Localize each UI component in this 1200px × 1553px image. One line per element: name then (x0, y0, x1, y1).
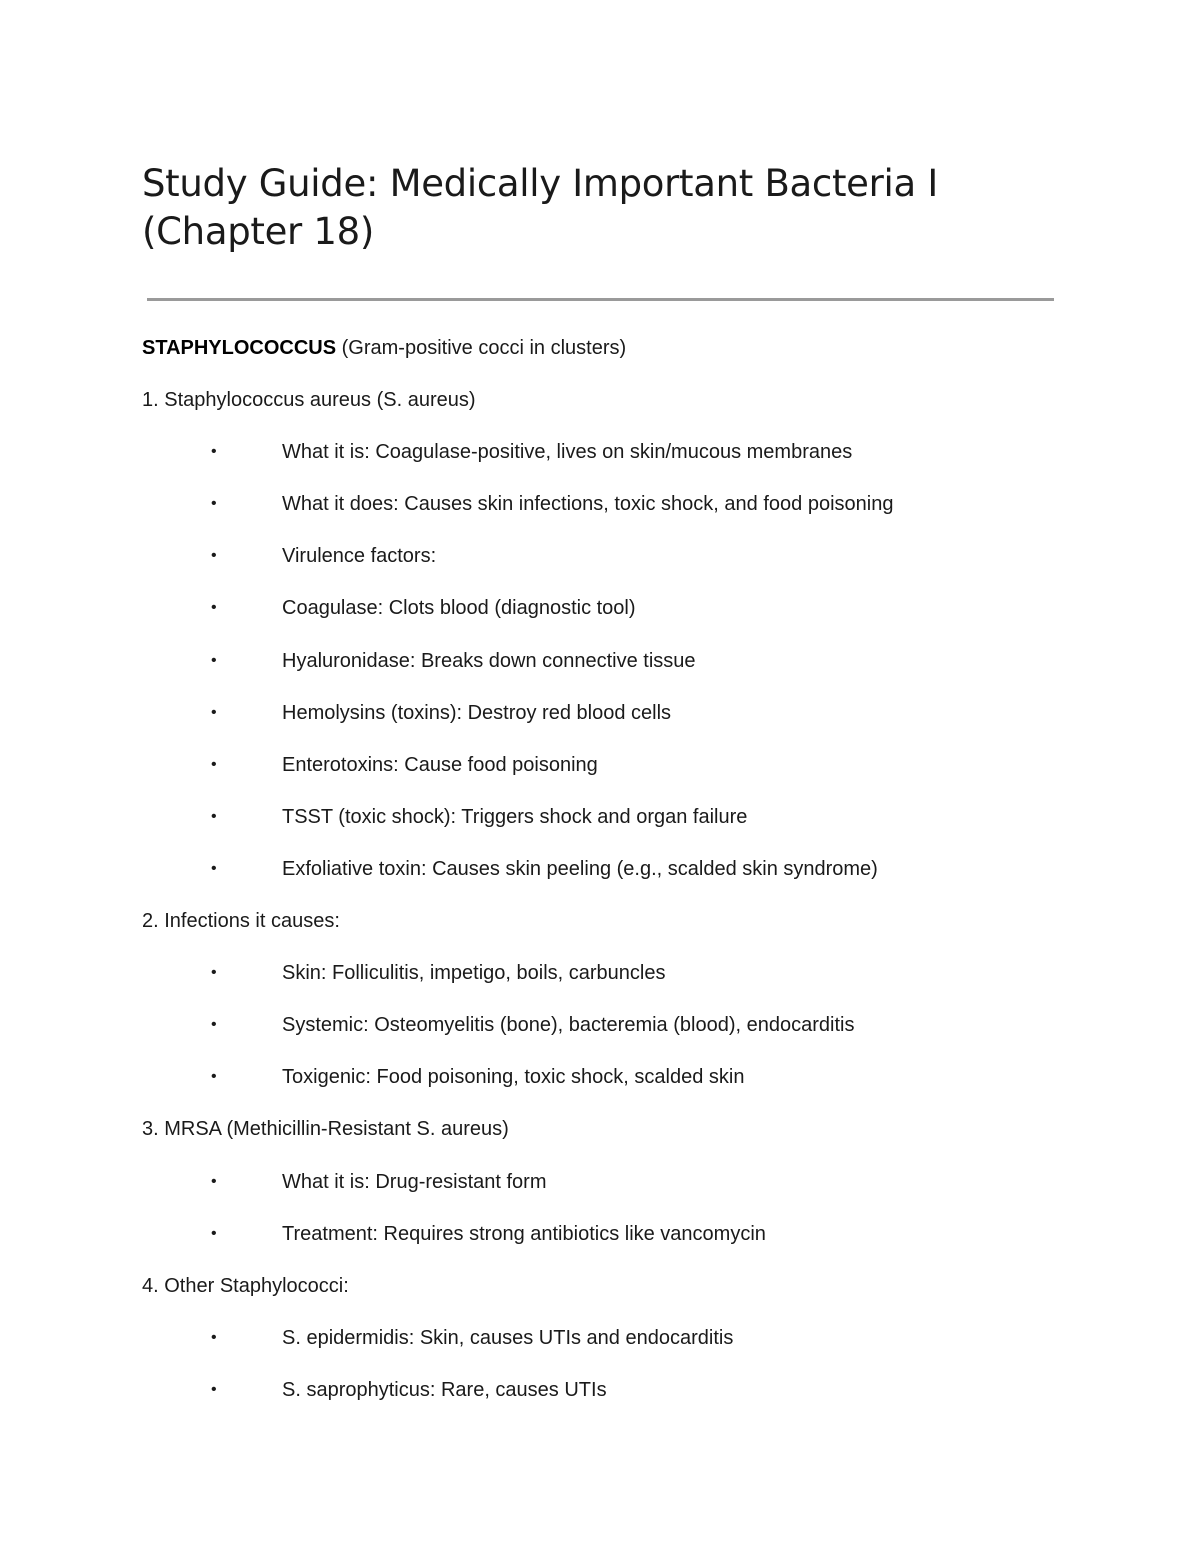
bullet-icon: • (211, 547, 217, 565)
section-heading (142, 335, 1092, 387)
bullet-text: Hemolysins (toxins): Destroy red blood cells (282, 701, 672, 724)
bullet-item (142, 648, 1092, 700)
bullet-icon: • (211, 1016, 217, 1034)
bullet-item (142, 804, 1092, 856)
bullet-text: Enterotoxins: Cause food poisoning (282, 753, 598, 776)
page-title: Study Guide: Medically Important Bacteria I (Chapter 18) (142, 162, 938, 253)
bullet-text: Skin: Folliculitis, impetigo, boils, carbuncles (282, 962, 666, 985)
bullet-icon: • (211, 1172, 217, 1190)
numbered-heading (142, 1273, 1092, 1325)
bullet-item (142, 1169, 1092, 1221)
bullet-text: TSST (toxic shock): Triggers shock and organ failure (282, 805, 748, 828)
bullet-item (142, 543, 1092, 595)
bullet-icon: • (211, 599, 217, 617)
bullet-text: Treatment: Requires strong antibiotics like vancomycin (282, 1222, 766, 1245)
bullet-icon: • (211, 1328, 217, 1346)
numbered-heading-text: 4. Other Staphylococci: (142, 1274, 349, 1297)
bullet-text: Toxigenic: Food poisoning, toxic shock, scalded skin (282, 1066, 745, 1089)
bullet-icon: • (211, 807, 217, 825)
numbered-heading (142, 387, 1092, 439)
bullet-icon: • (211, 1068, 217, 1086)
bullet-item (142, 960, 1092, 1012)
document-body (142, 335, 1092, 1429)
bullet-icon: • (211, 964, 217, 982)
horizontal-divider (147, 298, 1054, 301)
numbered-heading (142, 1116, 1092, 1168)
bullet-text: Exfoliative toxin: Causes skin peeling (e.g., scalded skin syndrome) (282, 857, 878, 880)
bullet-item (142, 595, 1092, 647)
bullet-item (142, 1377, 1092, 1429)
bullet-text: Coagulase: Clots blood (diagnostic tool) (282, 597, 636, 620)
section-heading-note: (Gram-positive cocci in clusters) (336, 337, 627, 359)
content-list (142, 387, 1092, 1429)
bullet-text: What it is: Coagulase-positive, lives on skin/mucous membranes (282, 441, 853, 464)
bullet-item (142, 1012, 1092, 1064)
bullet-item (142, 439, 1092, 491)
bullet-icon: • (211, 1380, 217, 1398)
bullet-item (142, 752, 1092, 804)
bullet-item (142, 856, 1092, 908)
bullet-icon: • (211, 651, 217, 669)
bullet-item (142, 491, 1092, 543)
bullet-icon: • (211, 443, 217, 461)
bullet-text: What it does: Causes skin infections, toxic shock, and food poisoning (282, 493, 894, 516)
numbered-heading-text: 3. MRSA (Methicillin-Resistant S. aureus) (142, 1118, 509, 1141)
bullet-text: Hyaluronidase: Breaks down connective tissue (282, 649, 696, 672)
bullet-item (142, 700, 1092, 752)
bullet-icon: • (211, 703, 217, 721)
bullet-icon: • (211, 755, 217, 773)
bullet-text: Systemic: Osteomyelitis (bone), bacteremia (blood), endocarditis (282, 1014, 855, 1037)
bullet-text: S. saprophyticus: Rare, causes UTIs (282, 1378, 607, 1401)
bullet-item (142, 1064, 1092, 1116)
bullet-item (142, 1221, 1092, 1273)
bullet-text: What it is: Drug-resistant form (282, 1170, 547, 1193)
bullet-icon: • (211, 859, 217, 877)
numbered-heading-text: 2. Infections it causes: (142, 910, 340, 933)
bullet-icon: • (211, 1224, 217, 1242)
bullet-icon: • (211, 495, 217, 513)
bullet-text: Virulence factors: (282, 545, 437, 568)
section-heading-title: STAPHYLOCOCCUS (142, 337, 337, 359)
numbered-heading-text: 1. Staphylococcus aureus (S. aureus) (142, 389, 476, 412)
bullet-text: S. epidermidis: Skin, causes UTIs and endocarditis (282, 1326, 734, 1349)
numbered-heading (142, 908, 1092, 960)
bullet-item (142, 1325, 1092, 1377)
